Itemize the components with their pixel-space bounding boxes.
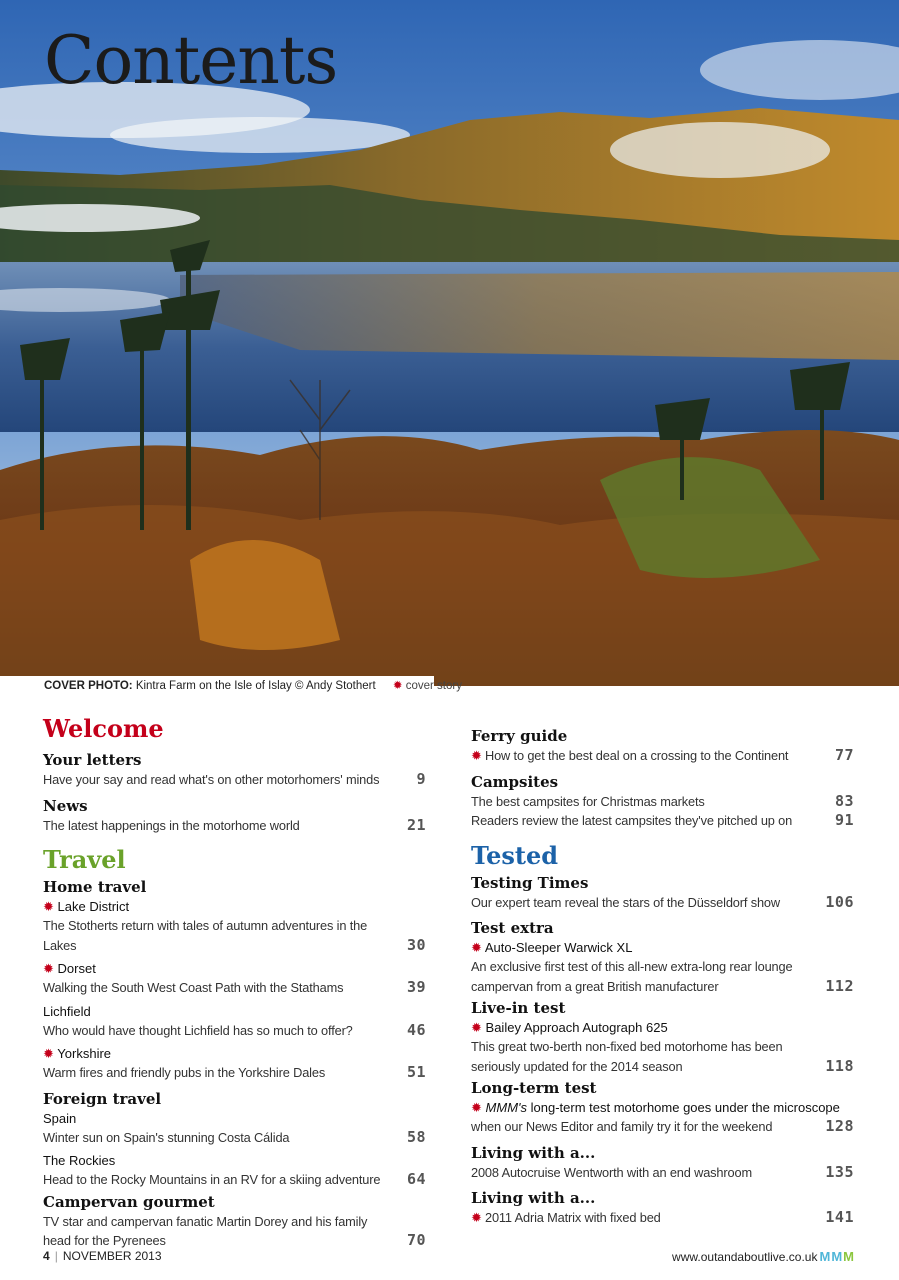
topic-dorset bbox=[43, 959, 426, 978]
page-number: 70 bbox=[406, 1231, 426, 1249]
campsites-entry-1[interactable] bbox=[471, 792, 854, 812]
entry-desc: The Stotherts return with tales of autumn adventures in the Lakes bbox=[43, 918, 368, 953]
page-number: 118 bbox=[825, 1056, 854, 1075]
topic-label: Lake District bbox=[57, 899, 130, 914]
cover-story-key bbox=[393, 680, 462, 692]
entry-desc: 2008 Autocruise Wentworth with an end washroom bbox=[471, 1164, 752, 1180]
page-number: 30 bbox=[406, 935, 426, 954]
dorset-entry[interactable] bbox=[43, 978, 426, 998]
page-number: 83 bbox=[834, 791, 854, 810]
lichfield-entry[interactable] bbox=[43, 1021, 426, 1041]
test-extra-heading: Test extra bbox=[471, 919, 554, 937]
news-entry[interactable] bbox=[43, 816, 426, 836]
cover-story-star-icon: ✹ bbox=[392, 680, 403, 692]
page-number: 128 bbox=[825, 1117, 854, 1135]
page-number: 39 bbox=[406, 978, 426, 996]
entry-desc: head for the Pyrenees bbox=[43, 1233, 166, 1248]
page-title: Contents bbox=[44, 22, 338, 99]
topic-yorkshire bbox=[43, 1044, 426, 1063]
cover-story-star-icon: ✹ bbox=[471, 940, 482, 955]
yorkshire-entry[interactable] bbox=[43, 1063, 426, 1083]
page-number: 112 bbox=[825, 976, 854, 995]
topic-label: Auto-Sleeper Warwick XL bbox=[484, 940, 633, 955]
ferry-guide-heading: Ferry guide bbox=[471, 727, 568, 745]
contents-right-column bbox=[471, 724, 854, 1228]
cover-story-star-icon: ✹ bbox=[43, 899, 54, 914]
section-tested: Tested bbox=[471, 840, 559, 870]
page-number: 21 bbox=[406, 815, 426, 834]
topic-emphasis: MMM's bbox=[485, 1100, 528, 1115]
entry-desc: Have your say and read what's on other motorhomers' minds bbox=[43, 772, 380, 787]
home-travel-heading: Home travel bbox=[43, 878, 147, 896]
long-term-entry[interactable] bbox=[471, 1117, 854, 1137]
rockies-entry[interactable] bbox=[43, 1170, 426, 1190]
topic-bailey bbox=[471, 1018, 854, 1037]
campervan-gourmet-heading: Campervan gourmet bbox=[43, 1192, 215, 1211]
cover-story-label: cover story bbox=[405, 680, 462, 692]
live-in-entry-line1[interactable]: This great two-berth non-fixed bed motorhome has been bbox=[471, 1039, 783, 1054]
section-welcome: Welcome bbox=[43, 714, 164, 743]
cover-story-star-icon: ✹ bbox=[43, 1046, 54, 1061]
cover-story-star-icon: ✹ bbox=[471, 1100, 482, 1115]
logo-text-a: MM bbox=[819, 1249, 844, 1264]
entry-desc: How to get the best deal on a crossing to the Continent bbox=[484, 748, 789, 763]
page-number: 77 bbox=[834, 746, 854, 764]
cover-photo-caption bbox=[0, 676, 462, 694]
testing-times-heading: Testing Times bbox=[471, 873, 589, 892]
page-number: 91 bbox=[834, 811, 854, 829]
issue-date: NOVEMBER 2013 bbox=[62, 1249, 162, 1263]
entry-desc: Winter sun on Spain's stunning Costa Cálida bbox=[43, 1129, 290, 1145]
page-number: 9 bbox=[416, 770, 426, 788]
topic-lake-district bbox=[43, 897, 426, 916]
gourmet-entry-line1[interactable]: TV star and campervan fanatic Martin Dorey and his family bbox=[43, 1213, 368, 1229]
topic-label: Dorset bbox=[57, 961, 96, 976]
entry-desc: Who would have thought Lichfield has so much to offer? bbox=[43, 1022, 353, 1038]
spain-entry[interactable] bbox=[43, 1128, 426, 1148]
living-with-heading-1: Living with a... bbox=[471, 1143, 596, 1162]
entry-desc: Our expert team reveal the stars of the Düsseldorf show bbox=[471, 894, 780, 910]
topic-long-term bbox=[471, 1098, 854, 1117]
cover-story-star-icon: ✹ bbox=[471, 1210, 482, 1225]
topic-spain: Spain bbox=[43, 1110, 77, 1126]
page-number: 46 bbox=[406, 1020, 426, 1039]
test-extra-entry-line2[interactable] bbox=[471, 977, 854, 997]
campsites-entry-2[interactable] bbox=[471, 811, 854, 831]
cover-story-star-icon: ✹ bbox=[471, 748, 482, 763]
your-letters-entry[interactable] bbox=[43, 770, 426, 790]
topic-lichfield: Lichfield bbox=[43, 1003, 91, 1019]
entry-desc: seriously updated for the 2014 season bbox=[471, 1058, 683, 1074]
entry-desc: The best campsites for Christmas markets bbox=[471, 793, 705, 809]
campsites-heading: Campsites bbox=[471, 772, 559, 791]
topic-the-rockies: The Rockies bbox=[43, 1153, 116, 1168]
test-extra-entry-line1[interactable]: An exclusive first test of this all-new extra-long rear lounge bbox=[471, 959, 793, 974]
entry-desc: when our News Editor and family try it for the weekend bbox=[471, 1119, 773, 1134]
page-number: 141 bbox=[825, 1208, 854, 1226]
page-number: 135 bbox=[825, 1162, 854, 1181]
page-number: 51 bbox=[406, 1063, 426, 1081]
topic-auto-sleeper bbox=[471, 938, 854, 957]
live-in-entry-line2[interactable] bbox=[471, 1057, 854, 1077]
topic-label: long-term test motorhome goes under the microscope bbox=[527, 1100, 840, 1115]
news-heading: News bbox=[43, 796, 88, 815]
entry-desc: The latest happenings in the motorhome world bbox=[43, 817, 300, 833]
mmm-logo bbox=[819, 1249, 855, 1264]
cover-story-star-icon: ✹ bbox=[471, 1020, 482, 1035]
page-number: 58 bbox=[406, 1127, 426, 1146]
footer-website bbox=[672, 1249, 855, 1264]
page-number: 64 bbox=[406, 1170, 426, 1188]
website-url[interactable]: www.outandaboutlive.co.uk bbox=[672, 1250, 818, 1264]
topic-label: Bailey Approach Autograph 625 bbox=[485, 1020, 668, 1035]
living-with-entry-1[interactable] bbox=[471, 1163, 854, 1183]
caption-label: COVER PHOTO: bbox=[44, 680, 133, 692]
gourmet-entry-line2[interactable] bbox=[43, 1231, 426, 1251]
live-in-test-heading: Live-in test bbox=[471, 999, 566, 1017]
footer-folio bbox=[43, 1249, 162, 1263]
living-with-heading-2: Living with a... bbox=[471, 1189, 596, 1207]
folio-separator: | bbox=[54, 1249, 58, 1263]
long-term-test-heading: Long-term test bbox=[471, 1079, 597, 1097]
entry-desc: campervan from a great British manufacturer bbox=[471, 978, 719, 994]
topic-label: Yorkshire bbox=[57, 1046, 112, 1061]
foreign-travel-heading: Foreign travel bbox=[43, 1089, 162, 1108]
your-letters-heading: Your letters bbox=[43, 751, 142, 769]
testing-times-entry[interactable] bbox=[471, 893, 854, 913]
entry-desc: Warm fires and friendly pubs in the Yorkshire Dales bbox=[43, 1065, 326, 1080]
cover-story-star-icon: ✹ bbox=[43, 961, 54, 976]
lake-district-entry[interactable] bbox=[43, 916, 426, 955]
entry-desc: Walking the South West Coast Path with the Stathams bbox=[43, 980, 344, 995]
section-travel: Travel bbox=[43, 845, 126, 874]
page-number: 106 bbox=[825, 892, 854, 911]
logo-text-b: M bbox=[843, 1249, 855, 1264]
entry-desc: 2011 Adria Matrix with fixed bed bbox=[484, 1210, 661, 1225]
ferry-guide-entry[interactable] bbox=[471, 746, 854, 766]
entry-desc: Head to the Rocky Mountains in an RV for a skiing adventure bbox=[43, 1172, 381, 1187]
living-with-entry-2[interactable] bbox=[471, 1208, 854, 1228]
caption-text: Kintra Farm on the Isle of Islay © Andy Stothert bbox=[135, 680, 376, 692]
folio-page-number: 4 bbox=[43, 1249, 50, 1263]
entry-desc: Readers review the latest campsites they've pitched up on bbox=[471, 813, 793, 828]
contents-left-column bbox=[43, 714, 426, 1251]
